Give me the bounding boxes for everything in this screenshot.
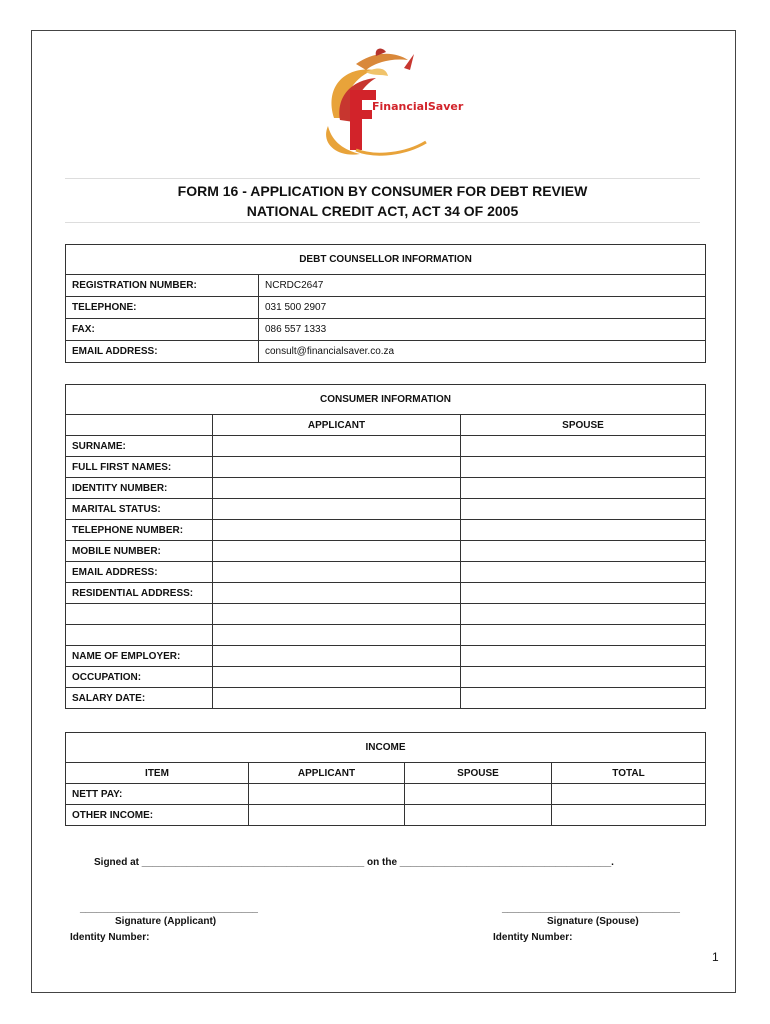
fax-label: FAX: (66, 319, 259, 341)
residential-address-line-2-label (66, 604, 213, 625)
consumer-information-table (65, 384, 706, 709)
residential-address-label: RESIDENTIAL ADDRESS: (66, 583, 213, 604)
salary-date-spouse-field[interactable] (461, 688, 706, 709)
email-address-label: EMAIL ADDRESS: (66, 341, 259, 363)
income-heading: INCOME (66, 733, 706, 763)
title-rule-top (65, 178, 700, 179)
name-of-employer-applicant-field[interactable] (213, 646, 461, 667)
residential-address-line-3-label (66, 625, 213, 646)
mobile-number-applicant-field[interactable] (213, 541, 461, 562)
residential-address-line-3-applicant-field[interactable] (213, 625, 461, 646)
telephone-number-applicant-field[interactable] (213, 520, 461, 541)
marital-status-spouse-field[interactable] (461, 499, 706, 520)
income-col-spouse: SPOUSE (405, 763, 552, 784)
income-col-item: ITEM (66, 763, 249, 784)
marital-status-label: MARITAL STATUS: (66, 499, 213, 520)
consumer-information-heading: CONSUMER INFORMATION (66, 385, 706, 415)
identity-number-spouse-field[interactable] (461, 478, 706, 499)
occupation-label: OCCUPATION: (66, 667, 213, 688)
logo-text: FinancialSaver (372, 100, 464, 113)
spouse-identity-number-label: Identity Number: (493, 932, 573, 943)
nett-pay-total-field[interactable] (552, 784, 706, 805)
applicant-signature-line: ________________________________ (80, 903, 258, 914)
residential-address-applicant-field[interactable] (213, 583, 461, 604)
other-income-total-field[interactable] (552, 805, 706, 826)
fax-value: 086 557 1333 (259, 319, 706, 341)
occupation-spouse-field[interactable] (461, 667, 706, 688)
other-income-label: OTHER INCOME: (66, 805, 249, 826)
other-income-spouse-field[interactable] (405, 805, 552, 826)
other-income-applicant-field[interactable] (249, 805, 405, 826)
nett-pay-spouse-field[interactable] (405, 784, 552, 805)
marital-status-applicant-field[interactable] (213, 499, 461, 520)
email-address-applicant-field[interactable] (213, 562, 461, 583)
nett-pay-label: NETT PAY: (66, 784, 249, 805)
residential-address-line-2-spouse-field[interactable] (461, 604, 706, 625)
registration-number-value: NCRDC2647 (259, 275, 706, 297)
name-of-employer-label: NAME OF EMPLOYER: (66, 646, 213, 667)
residential-address-line-2-applicant-field[interactable] (213, 604, 461, 625)
financialsaver-logo (316, 46, 476, 161)
consumer-col-applicant: APPLICANT (213, 415, 461, 436)
income-col-total: TOTAL (552, 763, 706, 784)
email-address-value: consult@financialsaver.co.za (259, 341, 706, 363)
page-number: 1 (712, 950, 719, 964)
debt-counsellor-heading: DEBT COUNSELLOR INFORMATION (66, 245, 706, 275)
signed-at-line: Signed at ________________________________________ on the ______________________________________. (94, 857, 614, 868)
occupation-applicant-field[interactable] (213, 667, 461, 688)
mobile-number-label: MOBILE NUMBER: (66, 541, 213, 562)
registration-number-label: REGISTRATION NUMBER: (66, 275, 259, 297)
income-table (65, 732, 706, 826)
nett-pay-applicant-field[interactable] (249, 784, 405, 805)
consumer-header-blank (66, 415, 213, 436)
surname-label: SURNAME: (66, 436, 213, 457)
form-title-line-1: FORM 16 - APPLICATION BY CONSUMER FOR DEBT REVIEW (177, 183, 588, 199)
spouse-signature-label: Signature (Spouse) (547, 916, 639, 927)
identity-number-applicant-field[interactable] (213, 478, 461, 499)
title-rule-bottom (65, 222, 700, 223)
telephone-number-spouse-field[interactable] (461, 520, 706, 541)
consumer-email-address-label: EMAIL ADDRESS: (66, 562, 213, 583)
debt-counsellor-table (65, 244, 706, 363)
identity-number-label: IDENTITY NUMBER: (66, 478, 213, 499)
full-first-names-applicant-field[interactable] (213, 457, 461, 478)
spouse-signature-line: ________________________________ (502, 903, 680, 914)
telephone-number-label: TELEPHONE NUMBER: (66, 520, 213, 541)
telephone-label: TELEPHONE: (66, 297, 259, 319)
name-of-employer-spouse-field[interactable] (461, 646, 706, 667)
full-first-names-spouse-field[interactable] (461, 457, 706, 478)
salary-date-label: SALARY DATE: (66, 688, 213, 709)
form-title-line-2: NATIONAL CREDIT ACT, ACT 34 OF 2005 (246, 203, 519, 219)
full-first-names-label: FULL FIRST NAMES: (66, 457, 213, 478)
telephone-value: 031 500 2907 (259, 297, 706, 319)
applicant-identity-number-label: Identity Number: (70, 932, 150, 943)
salary-date-applicant-field[interactable] (213, 688, 461, 709)
applicant-signature-label: Signature (Applicant) (115, 916, 217, 927)
email-address-spouse-field[interactable] (461, 562, 706, 583)
residential-address-line-3-spouse-field[interactable] (461, 625, 706, 646)
surname-applicant-field[interactable] (213, 436, 461, 457)
residential-address-spouse-field[interactable] (461, 583, 706, 604)
income-col-applicant: APPLICANT (249, 763, 405, 784)
surname-spouse-field[interactable] (461, 436, 706, 457)
mobile-number-spouse-field[interactable] (461, 541, 706, 562)
consumer-col-spouse: SPOUSE (461, 415, 706, 436)
